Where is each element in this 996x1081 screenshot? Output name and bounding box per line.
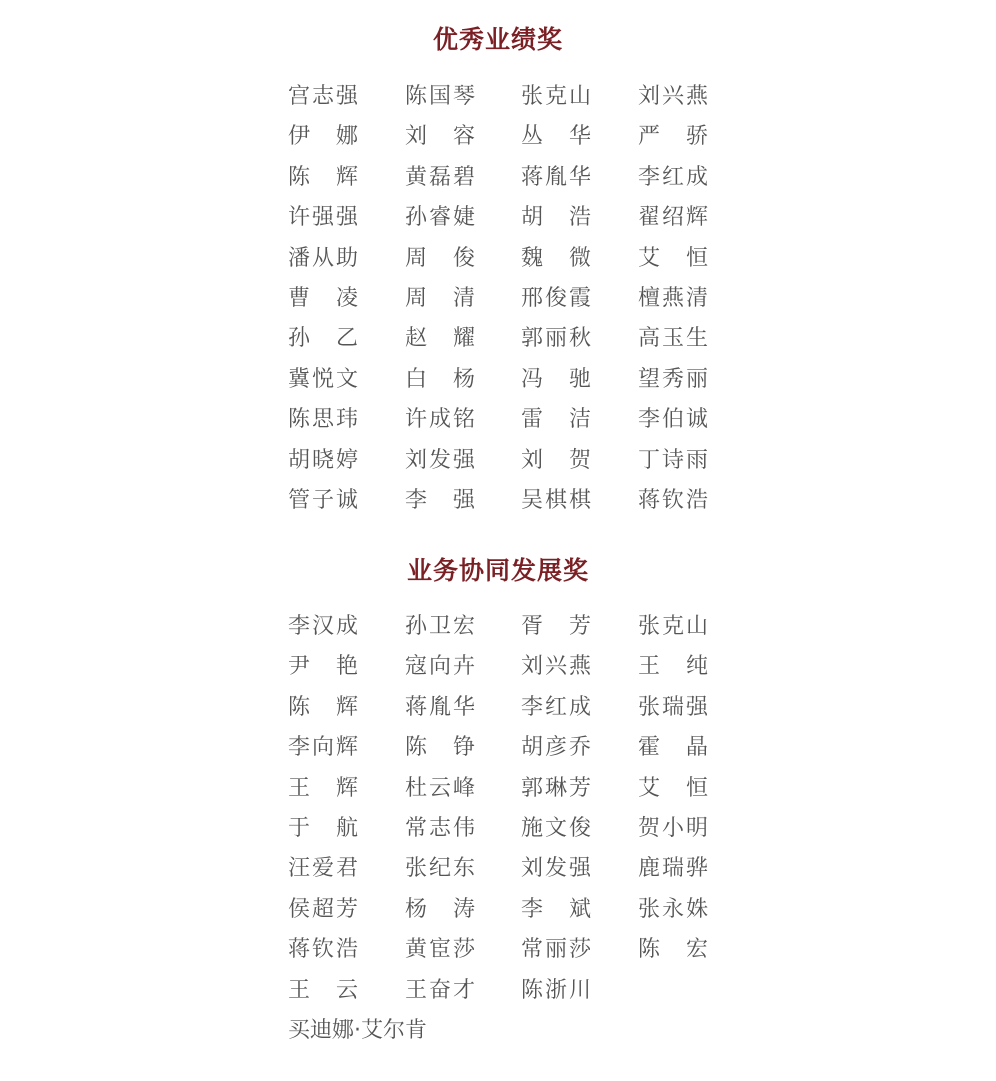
- name-row: [0, 774, 996, 804]
- person-name: 贺 小 明: [638, 816, 708, 841]
- name-row: [0, 82, 996, 112]
- person-name: 常 丽 莎: [521, 937, 591, 963]
- person-name: 孙 睿 婕: [405, 205, 475, 231]
- person-name: 鹿 瑞 骅: [638, 856, 708, 882]
- person-name: 李 强: [405, 488, 475, 513]
- person-name: 刘 贺: [521, 447, 591, 473]
- person-name: 买迪娜·艾尔肯: [288, 1018, 427, 1043]
- name-row: [0, 163, 996, 193]
- person-name: 胡 晓 婷: [288, 447, 358, 473]
- person-name: 雷 洁: [521, 407, 591, 433]
- person-name: 李 斌: [521, 896, 591, 922]
- person-name: 李 向 辉: [288, 735, 358, 761]
- person-name: 刘 发 强: [405, 447, 475, 473]
- name-row: [0, 446, 996, 476]
- person-name: 汪 爱 君: [288, 856, 358, 882]
- award-section-performance: [0, 25, 996, 526]
- person-name: 周 俊: [405, 245, 475, 271]
- person-name: 郭 丽 秋: [521, 326, 591, 352]
- person-name: 严 骄: [638, 124, 708, 150]
- person-name: 陈 国 琴: [405, 84, 475, 109]
- person-name: 赵 耀: [405, 326, 475, 352]
- person-name: 常 志 伟: [405, 816, 475, 841]
- person-name: 陈 铮: [405, 735, 475, 761]
- name-row: [0, 895, 996, 925]
- section-title: 优秀业绩奖: [432, 25, 563, 54]
- person-name: 刘 容: [405, 124, 475, 150]
- name-grid: [0, 82, 996, 526]
- person-name: 宫 志 强: [288, 84, 358, 109]
- person-name: 霍 晶: [638, 735, 708, 761]
- name-row: [0, 244, 996, 274]
- person-name: 陈 辉: [288, 694, 358, 720]
- person-name: 侯 超 芳: [288, 896, 358, 922]
- name-row: [0, 814, 996, 844]
- name-row: [0, 486, 996, 516]
- person-name: 吴 棋 棋: [521, 488, 591, 513]
- person-name: 冀 悦 文: [288, 366, 358, 392]
- person-name: 丛 华: [521, 124, 591, 150]
- person-name: 郭 琳 芳: [521, 775, 591, 801]
- person-name: 翟 绍 辉: [638, 205, 708, 231]
- person-name: 艾 恒: [638, 775, 708, 801]
- section-title: 业务协同发展奖: [406, 556, 589, 585]
- name-row: [0, 652, 996, 682]
- person-name: 陈 宏: [638, 937, 708, 963]
- person-name: 黄 宦 莎: [405, 937, 475, 963]
- name-row: [0, 405, 996, 435]
- person-name: 于 航: [288, 816, 358, 841]
- person-name: 陈 思 玮: [288, 407, 358, 433]
- person-name: 王 辉: [288, 775, 358, 801]
- person-name: 胥 芳: [521, 614, 591, 639]
- person-name: 胡 彦 乔: [521, 735, 591, 761]
- person-name: 曹 凌: [288, 286, 358, 311]
- person-name: 李 红 成: [521, 694, 591, 720]
- name-row: [0, 976, 996, 1006]
- person-name: 刘 发 强: [521, 856, 591, 882]
- person-name: 张 永 姝: [638, 896, 708, 922]
- person-name: 张 纪 东: [405, 856, 475, 882]
- person-name: 陈 辉: [288, 164, 358, 190]
- person-name: 管 子 诚: [288, 488, 358, 513]
- person-name: 蒋 胤 华: [405, 694, 475, 720]
- person-name: 刘 兴 燕: [638, 84, 708, 109]
- person-name: 冯 驰: [521, 366, 591, 392]
- name-row: [0, 693, 996, 723]
- person-name: 周 清: [405, 286, 475, 311]
- name-row: [0, 203, 996, 233]
- person-name: 孙 卫 宏: [405, 614, 475, 639]
- person-name: 蒋 钦 浩: [288, 937, 358, 963]
- person-name: 檀 燕 清: [638, 286, 708, 311]
- person-name: 魏 微: [521, 245, 591, 271]
- name-row: [0, 733, 996, 763]
- person-name: 潘 从 助: [288, 245, 358, 271]
- person-name: 寇 向 卉: [405, 654, 475, 680]
- person-name: 高 玉 生: [638, 326, 708, 352]
- person-name: 蒋 胤 华: [521, 164, 591, 190]
- person-name: 张 克 山: [638, 614, 708, 639]
- name-row: [0, 284, 996, 314]
- person-name: 李 伯 诚: [638, 407, 708, 433]
- person-name: 许 成 铭: [405, 407, 475, 433]
- person-name: 胡 浩: [521, 205, 591, 231]
- person-name: 丁 诗 雨: [638, 447, 708, 473]
- name-row: [0, 1016, 996, 1046]
- person-name: 孙 乙: [288, 326, 358, 352]
- person-name: 蒋 钦 浩: [638, 488, 708, 513]
- person-name: 白 杨: [405, 366, 475, 392]
- person-name: 望 秀 丽: [638, 366, 708, 392]
- person-name: 李 红 成: [638, 164, 708, 190]
- person-name: 王 奋 才: [405, 977, 475, 1003]
- name-row: [0, 854, 996, 884]
- person-name: 王 纯: [638, 654, 708, 680]
- person-name: 张 瑞 强: [638, 694, 708, 720]
- person-name: 施 文 俊: [521, 816, 591, 841]
- person-name: 王 云: [288, 977, 358, 1003]
- person-name: 杜 云 峰: [405, 775, 475, 801]
- name-row: [0, 612, 996, 642]
- person-name: 艾 恒: [638, 245, 708, 271]
- name-row: [0, 365, 996, 395]
- name-row: [0, 935, 996, 965]
- person-name: 刘 兴 燕: [521, 654, 591, 680]
- person-name: 黄 磊 碧: [405, 164, 475, 190]
- person-name: 李 汉 成: [288, 614, 358, 639]
- person-name: 伊 娜: [288, 124, 358, 150]
- person-name: 许 强 强: [288, 205, 358, 231]
- name-row: [0, 122, 996, 152]
- name-row: [0, 324, 996, 354]
- person-name: 邢 俊 霞: [521, 286, 591, 311]
- name-grid: [0, 612, 996, 1056]
- person-name: 陈 浙 川: [521, 977, 591, 1003]
- person-name: 张 克 山: [521, 84, 591, 109]
- award-section-collaboration: [0, 556, 996, 1056]
- person-name: 杨 涛: [405, 896, 475, 922]
- person-name: 尹 艳: [288, 654, 358, 680]
